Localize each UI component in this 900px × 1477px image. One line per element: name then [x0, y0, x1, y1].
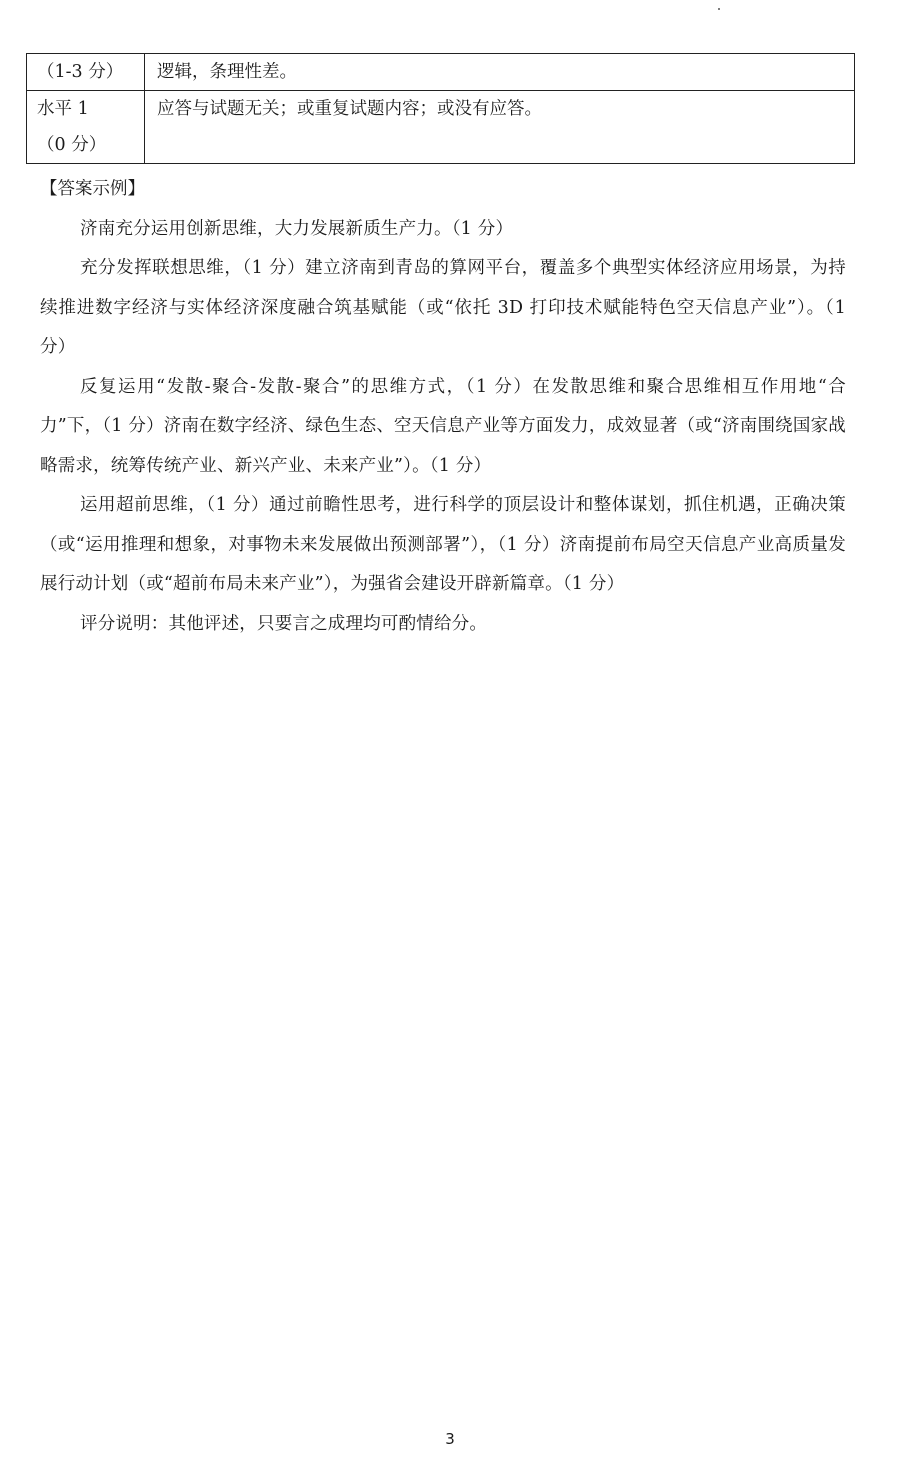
scoring-note: 评分说明：其他评述，只要言之成理均可酌情给分。: [80, 613, 488, 634]
page-number: 3: [445, 1430, 455, 1448]
table-row: [27, 54, 855, 91]
level-description: 逻辑，条理性差。: [157, 62, 297, 82]
answer-paragraph: 充分发挥联想思维，（1 分）建立济南到青岛的算网平台，覆盖多个典型实体经济应用场景，为持续推进数字经济与实体经济深度融合筑基赋能（或“依托 3D 打印技术赋能特色空天信息产业”）。（1 分）: [40, 258, 846, 357]
scoring-rubric-table: [26, 53, 855, 164]
level-cell: [27, 91, 145, 164]
level-label: 水平 1: [37, 99, 89, 119]
level-cell: [27, 54, 145, 91]
answer-section: [40, 170, 846, 644]
level-label: （1-3 分）: [37, 62, 124, 82]
answer-paragraph: 运用超前思维，（1 分）通过前瞻性思考，进行科学的顶层设计和整体谋划，抓住机遇，正确决策（或“运用推理和想象，对事物未来发展做出预测部署”），（1 分）济南提前布局空天信息产业高质量发展行动计划（或“超前布局未来产业”），为强省会建设开辟新篇章。（1 分）: [40, 495, 846, 594]
description-cell: [145, 91, 855, 164]
answer-paragraph: 反复运用“发散-聚合-发散-聚合”的思维方式，（1 分）在发散思维和聚合思维相互作用地“合力”下，（1 分）济南在数字经济、绿色生态、空天信息产业等方面发力，成效显著（或“济南围绕国家战略需求，统筹传统产业、新兴产业、未来产业”）。（1 分）: [40, 376, 846, 476]
level-score: （0 分）: [37, 135, 107, 155]
scan-dot: [718, 8, 720, 10]
table-row: [27, 91, 855, 164]
section-heading: 【答案示例】: [40, 179, 145, 199]
answer-paragraph: 济南充分运用创新思维，大力发展新质生产力。（1 分）: [80, 218, 514, 239]
description-cell: [145, 54, 855, 91]
level-description: 应答与试题无关；或重复试题内容；或没有应答。: [157, 99, 542, 119]
